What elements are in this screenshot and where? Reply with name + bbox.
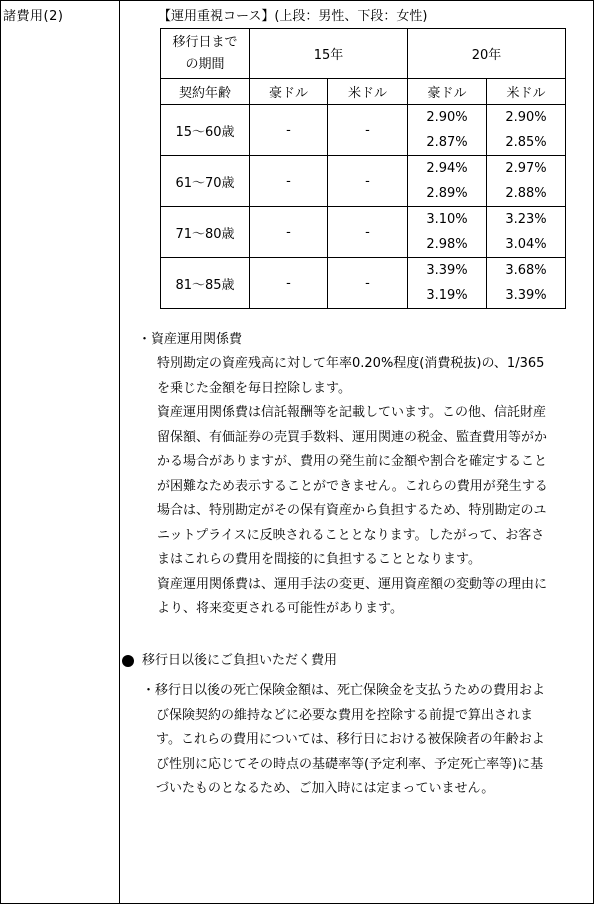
bullet-icon — [122, 655, 134, 667]
asset-fee-line: まはこれらの費用を間接的に負担することとなります。 — [157, 552, 481, 567]
currency-header: 豪ドル — [408, 79, 487, 105]
rate-cell: - — [250, 156, 328, 207]
asset-fee-line: 資産運用関係費は、運用手法の変更、運用資産額の変動等の理由に — [157, 576, 548, 592]
rate-table — [160, 28, 566, 309]
asset-fee-line: を乗じた金額を毎日控除します。 — [157, 380, 351, 396]
asset-fee-line: が困難なため表示することができません。これらの費用が発生する — [157, 478, 548, 494]
rate-cell — [487, 258, 566, 309]
rate-cell — [408, 156, 487, 207]
age-cell: 61～70歳 — [161, 156, 250, 207]
asset-fee-line: 留保額、有価証券の売買手数料、運用関連の税金、監査費用等がか — [157, 429, 548, 445]
rate-female: 3.39% — [505, 288, 547, 303]
rate-male: 3.23% — [505, 212, 547, 227]
rate-cell — [487, 156, 566, 207]
age-cell: 15～60歳 — [161, 105, 250, 156]
asset-fee-line: より、将来変更される可能性があります。 — [157, 601, 403, 616]
asset-fee-heading: ・資産運用関係費 — [138, 332, 243, 347]
asset-fee-line: ニットプライスに反映されることとなります。したがって、お客さ — [157, 527, 545, 543]
rate-cell — [408, 105, 487, 156]
age-cell: 71～80歳 — [161, 207, 250, 258]
rate-cell — [408, 258, 487, 309]
asset-fee-line: 特別勘定の資産残高に対して年率0.20%程度(消費税抜)の、1/365 — [157, 356, 545, 371]
course-title: 【運用重視コース】(上段：男性、下段：女性) — [158, 9, 428, 24]
rate-cell — [487, 207, 566, 258]
after-transfer-heading: 移行日以後にご負担いただく費用 — [142, 653, 338, 668]
rate-cell: - — [250, 258, 328, 309]
rate-male: 2.90% — [426, 110, 468, 125]
rate-cell — [487, 105, 566, 156]
asset-fee-line: 場合は、特別勘定がその保有資産から負担するため、特別勘定のユ — [157, 503, 547, 518]
after-transfer-body — [142, 679, 593, 802]
rate-female: 2.89% — [426, 186, 468, 201]
column-divider — [119, 0, 120, 904]
period-header-cell — [161, 29, 250, 79]
rate-male: 2.90% — [505, 110, 547, 125]
asset-fee-line: 資産運用関係費は信託報酬等を記載しています。この他、信託財産 — [157, 405, 546, 420]
rate-cell: - — [328, 156, 408, 207]
table-row — [161, 156, 566, 207]
period-header-line: の期間 — [185, 56, 225, 72]
rate-female: 2.88% — [505, 186, 547, 201]
section-label: 諸費用(2) — [3, 9, 64, 24]
rate-cell — [408, 207, 487, 258]
rate-male: 3.10% — [426, 212, 468, 227]
age-header: 契約年齢 — [161, 79, 250, 105]
currency-header: 豪ドル — [250, 79, 328, 105]
rate-female: 2.98% — [426, 237, 468, 252]
rate-cell: - — [328, 105, 408, 156]
rate-cell: - — [250, 207, 328, 258]
period-header-line: 移行日まで — [172, 34, 238, 50]
table-row — [161, 207, 566, 258]
rate-female: 2.85% — [505, 135, 547, 150]
rate-male: 2.94% — [426, 161, 468, 176]
rate-female: 3.04% — [505, 237, 547, 252]
rate-female: 2.87% — [426, 135, 468, 150]
table-row — [161, 258, 566, 309]
asset-fee-line: かる場合がありますが、費用の発生前に金額や割合を確定すること — [157, 454, 548, 469]
currency-header: 米ドル — [487, 79, 566, 105]
asset-fee-body — [157, 352, 593, 622]
table-row — [161, 105, 566, 156]
after-transfer-line: ・移行日以後の死亡保険金額は、死亡保険金を支払うための費用およ — [142, 683, 546, 698]
rate-male: 3.68% — [505, 263, 547, 278]
rate-cell: - — [328, 207, 408, 258]
period-20-header: 20年 — [408, 29, 566, 79]
rate-male: 2.97% — [505, 161, 547, 176]
rate-cell: - — [328, 258, 408, 309]
rate-female: 3.19% — [426, 288, 468, 303]
after-transfer-line: づいたものとなるため、ご加入時には定まっていません。 — [156, 781, 495, 796]
after-transfer-line: び性別に応じてその時点の基礎率等(予定利率、予定死亡率等)に基 — [156, 756, 544, 772]
currency-header: 米ドル — [328, 79, 408, 105]
age-cell: 81～85歳 — [161, 258, 250, 309]
rate-male: 3.39% — [426, 263, 468, 278]
after-transfer-line: す。これらの費用については、移行日における被保険者の年齢およ — [156, 732, 545, 747]
period-15-header: 15年 — [250, 29, 408, 79]
after-transfer-line: び保険契約の維持などに必要な費用を控除する前提で算出されま — [156, 707, 534, 723]
rate-cell: - — [250, 105, 328, 156]
